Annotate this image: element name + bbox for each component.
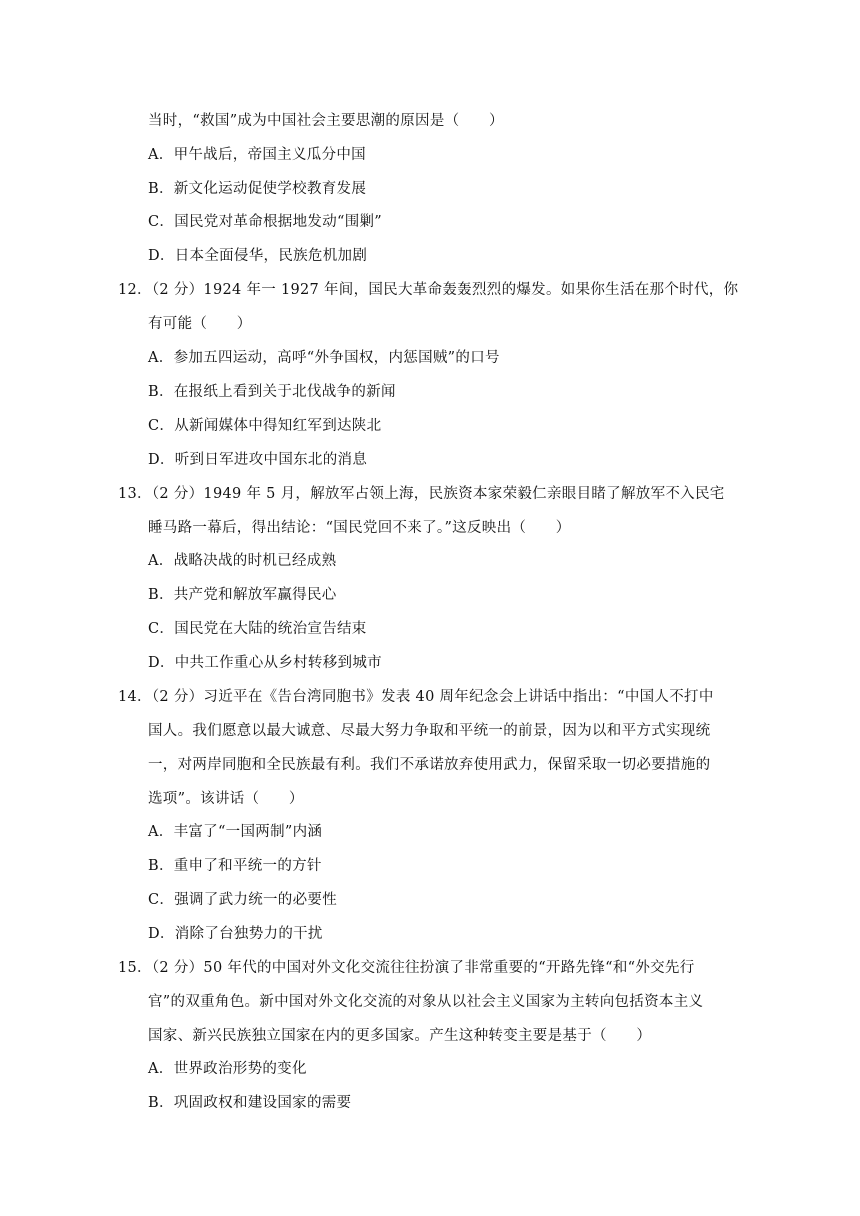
q11-option-d: D．日本全面侵华，民族危机加剧 (148, 248, 368, 264)
q12-option-a: A．参加五四运动，高呼“外争国权，内惩国贼”的口号 (148, 350, 500, 366)
q12-stem-line-1: 12．（2 分）1924 年一 1927 年间，国民大革命轰轰烈烈的爆发。如果你生活在那个时代，你 (118, 282, 739, 298)
q13-option-a: A．战略决战的时机已经成熟 (148, 553, 337, 569)
q11-option-c: C．国民党对革命根据地发动“围剿” (148, 214, 383, 230)
q13-option-b: B．共产党和解放军赢得民心 (148, 587, 337, 603)
q15-option-a: A．世界政治形势的变化 (148, 1061, 307, 1077)
q13-stem-line-2: 睡马路一幕后，得出结论：“国民党回不来了。”这反映出（ ） (148, 520, 571, 536)
q14-option-d: D．消除了台独势力的干扰 (148, 926, 323, 942)
q15-option-b: B．巩固政权和建设国家的需要 (148, 1095, 352, 1111)
q14-option-c: C．强调了武力统一的必要性 (148, 892, 337, 908)
q14-stem-line-2: 国人。我们愿意以最大诚意、尽最大努力争取和平统一的前景，因为以和平方式实现统 (148, 723, 711, 739)
q14-option-a: A．丰富了“一国两制”内涵 (148, 824, 323, 840)
q12-option-c: C．从新闻媒体中得知红军到达陕北 (148, 418, 382, 434)
q11-option-b: B．新文化运动促使学校教育发展 (148, 181, 367, 197)
q14-stem-line-1: 14．（2 分）习近平在《告台湾同胞书》发表 40 周年纪念会上讲话中指出：“中国人不打中 (118, 689, 714, 705)
q14-stem-line-3: 一，对两岸同胞和全民族最有利。我们不承诺放弃使用武力，保留采取一切必要措施的 (148, 757, 711, 773)
q13-option-d: D．中共工作重心从乡村转移到城市 (148, 655, 382, 671)
q11-option-a: A．甲午战后，帝国主义瓜分中国 (148, 147, 366, 163)
q13-option-c: C．国民党在大陆的统治宣告结束 (148, 621, 367, 637)
q15-stem-line-3: 国家、新兴民族独立国家在内的更多国家。产生这种转变主要是基于（ ） (148, 1028, 652, 1044)
q15-stem-line-2: 官”的双重角色。新中国对外文化交流的对象从以社会主义国家为主转向包括资本主义 (148, 994, 704, 1010)
q12-option-d: D．听到日军进攻中国东北的消息 (148, 452, 368, 468)
q14-stem-line-4: 选项”。该讲话（ ） (148, 791, 304, 807)
q15-stem-line-1: 15．（2 分）50 年代的中国对外文化交流往往扮演了非常重要的“开路先锋“和“外交先行 (118, 960, 695, 976)
q13-stem-line-1: 13．（2 分）1949 年 5 月，解放军占领上海，民族资本家荣毅仁亲眼目睹了解放军不入民宅 (118, 486, 725, 502)
q11-stem: 当时，“救国”成为中国社会主要思潮的原因是（ ） (148, 113, 504, 129)
q14-option-b: B．重申了和平统一的方针 (148, 858, 322, 874)
q12-option-b: B．在报纸上看到关于北伐战争的新闻 (148, 384, 396, 400)
q12-stem-line-2: 有可能（ ） (148, 316, 252, 332)
